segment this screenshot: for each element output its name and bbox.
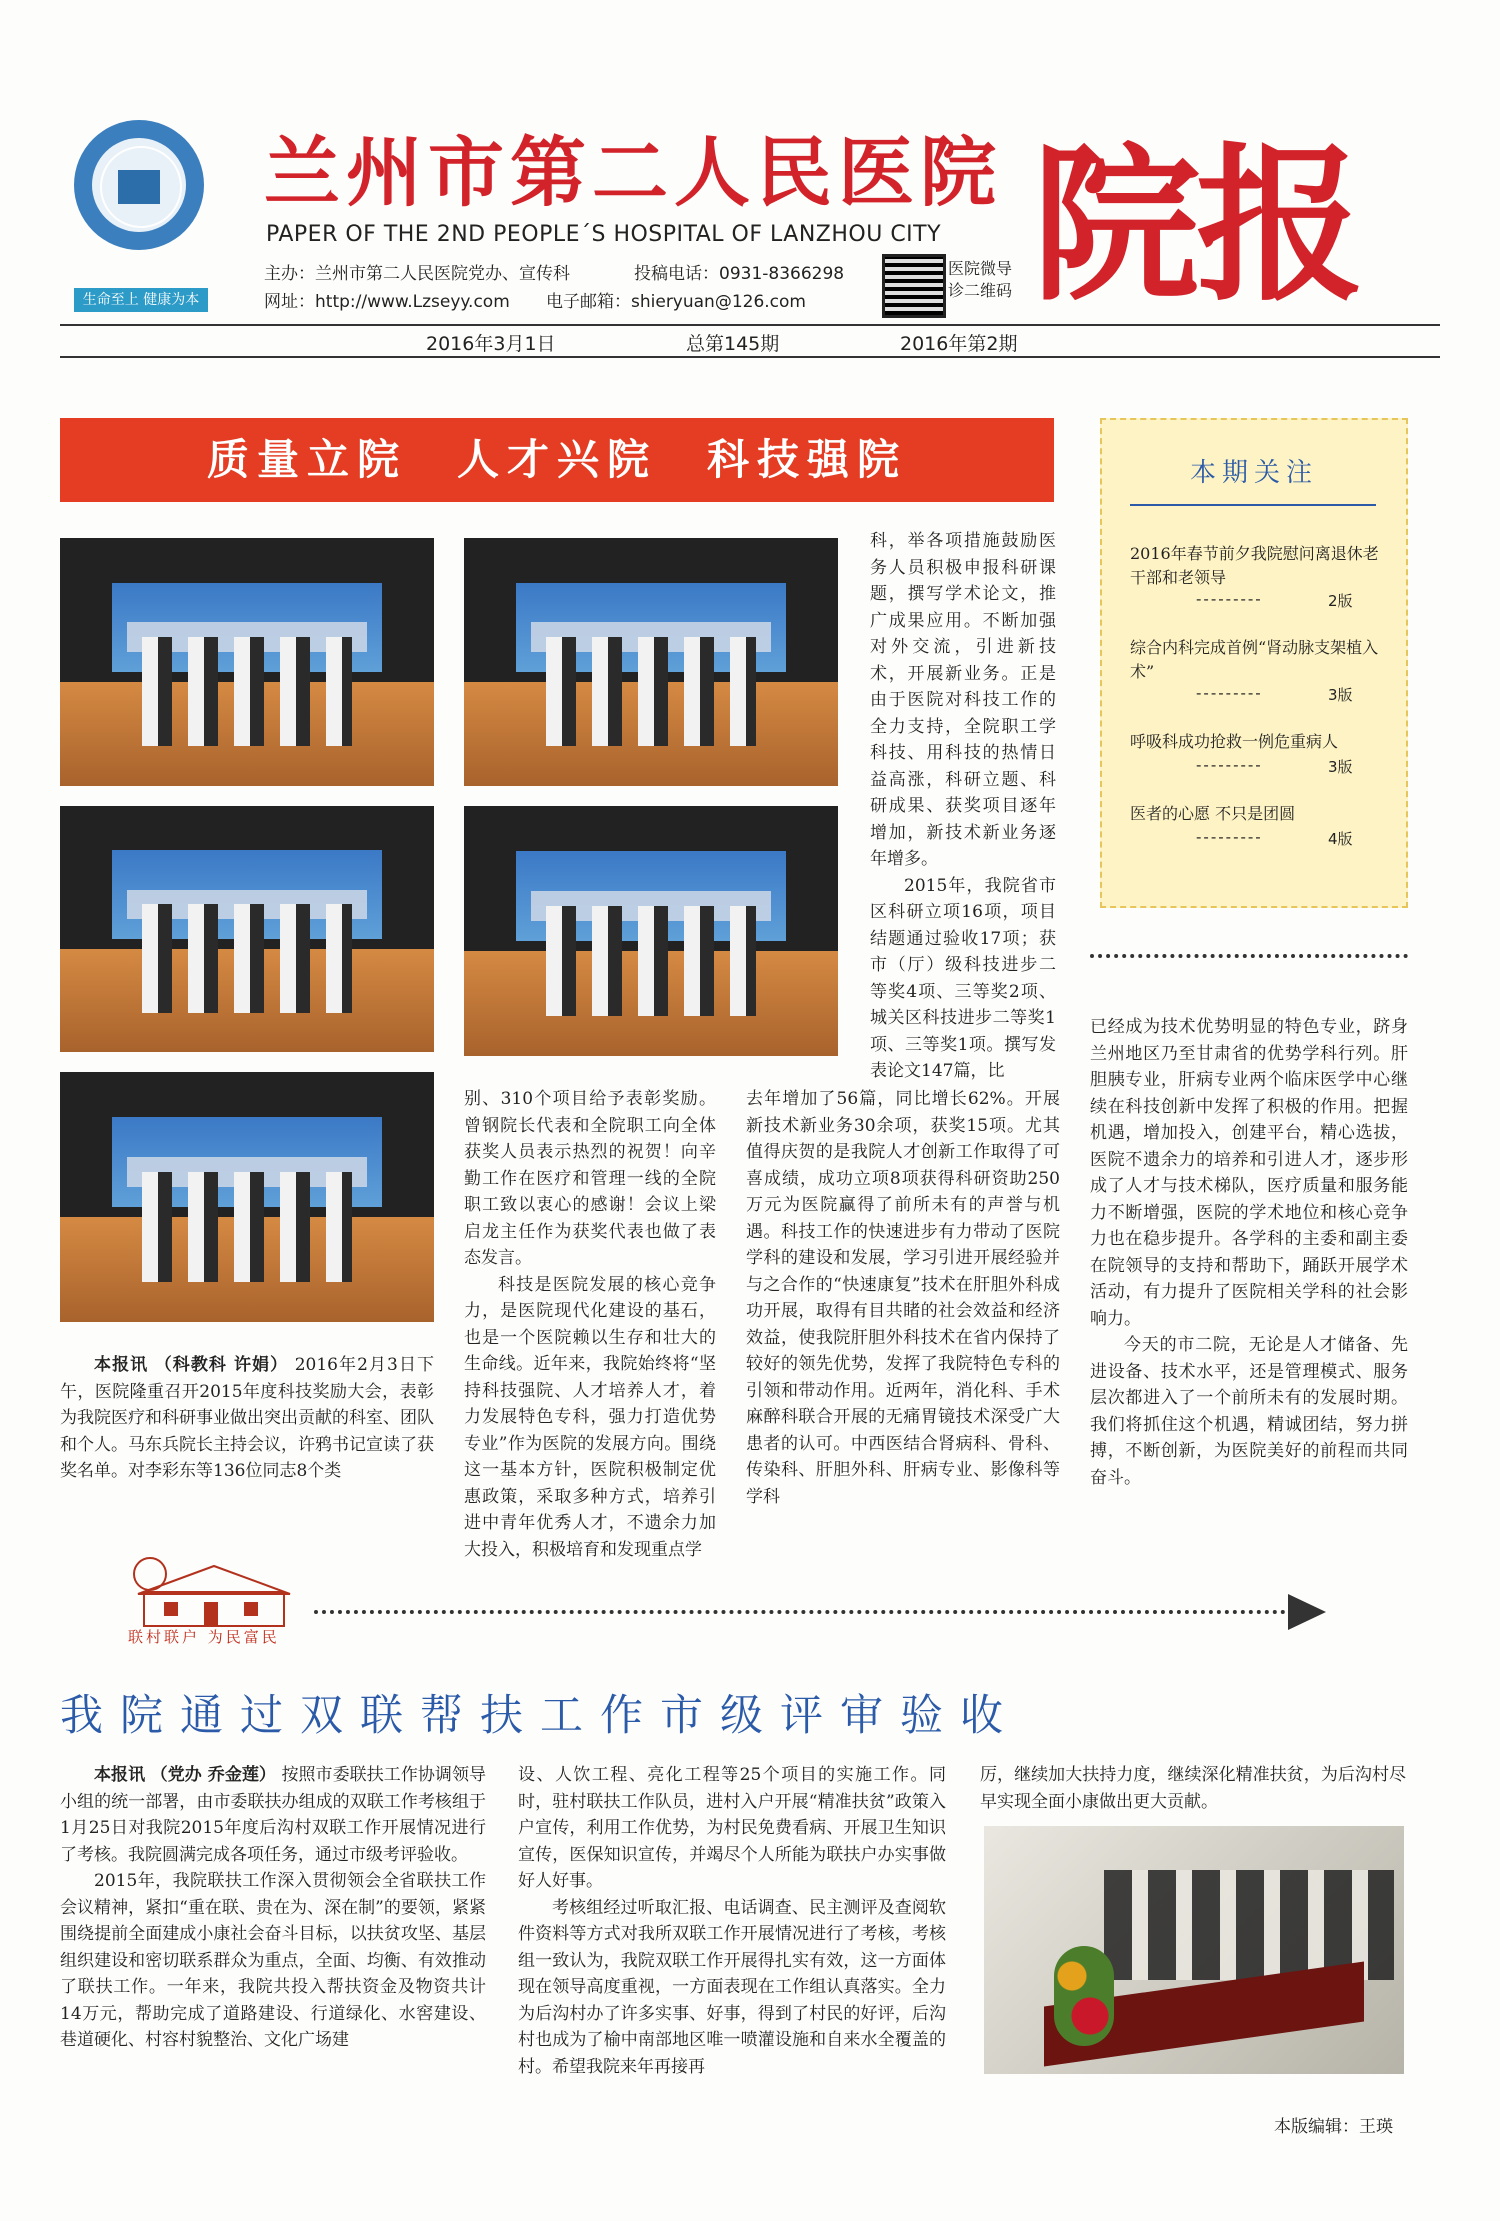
masthead-title-cn: 兰州市第二人民医院 xyxy=(264,128,1002,217)
article2-col1-p1: 按照市委联扶工作协调领导小组的统一部署，由市委联扶办组成的双联工作考核组于1月25日对我院2015年度后沟村双联工作开展情况进行了考核。我院圆满完成各项任务，通过市级考评验收。 xyxy=(60,1765,487,1865)
masthead-rule-top xyxy=(60,324,1440,326)
article1-col5-p2: 今天的市二院，无论是人才储备、先进设备、技术水平，还是管理模式、服务层次都进入了一个前所未有的发展时期。我们将抓住这个机遇，精诚团结，努力拼搏，不断创新，为医院美好的前程而共同奋斗。 xyxy=(1090,1335,1408,1488)
issue-year: 2016年第2期 xyxy=(900,333,1018,355)
highlights-title: 本期关注 xyxy=(1189,458,1318,488)
issue-date: 2016年3月1日 xyxy=(426,333,556,355)
award-photo-2 xyxy=(464,538,838,786)
issue-total: 总第145期 xyxy=(686,333,780,355)
slogan-banner: 质量立院 人才兴院 科技强院 xyxy=(60,418,1054,502)
article1-col2-p2: 科技是医院发展的核心竞争力，是医院现代化建设的基石，也是一个医院赖以生存和壮大的生命线。近年来，我院始终将“坚持科技强院、人才培养人才，着力发展特色专科，强力打造优势专业”作为医院的发展方向。围绕这一基本方针，医院积极制定优惠政策，采取多种方式，培养引进中青年优秀人才，不遗余力加大投入，积极培育和发现重点学 xyxy=(464,1274,716,1560)
village-caption: 联村联户 为民富民 xyxy=(128,1628,280,1646)
masthead-rule-bottom xyxy=(60,356,1440,358)
article1-lead-source: 本报讯 xyxy=(94,1355,149,1375)
highlight-item-4-leader: --------- xyxy=(1196,828,1263,846)
article1-col5 xyxy=(1090,1014,1408,1491)
website-line[interactable]: 网址：http://www.Lzseyy.com xyxy=(264,292,510,312)
sponsor-line: 主办：兰州市第二人民医院党办、宣传科 xyxy=(264,264,570,284)
arrow-right-icon xyxy=(1288,1594,1326,1630)
highlight-item-3[interactable]: 呼吸科成功抢救一例危重病人 xyxy=(1130,732,1339,751)
article2-col3-p1: 厉，继续加大扶持力度，继续深化精准扶贫，为后沟村尽早实现全面小康做出更大贡献。 xyxy=(980,1765,1406,1812)
highlight-item-1-leader: --------- xyxy=(1196,590,1263,608)
article1-lead-author: （科教科 许娟） xyxy=(154,1355,289,1375)
award-photo-3 xyxy=(60,806,434,1052)
highlight-item-4[interactable]: 医者的心愿 不只是团圆 xyxy=(1130,804,1296,823)
qr-code-icon[interactable] xyxy=(882,254,946,318)
qr-caption-line-1: 医院微导 xyxy=(948,259,1013,278)
section-dotted-arrow-line xyxy=(314,1610,1286,1614)
highlight-item-3-page: 3版 xyxy=(1328,758,1353,776)
article2-col1-p2: 2015年，我院联扶工作深入贯彻领会全省联扶工作会议精神，紧扣“重在联、贵在为、深在制”的要领，紧紧围绕提前全面建成小康社会奋斗目标，以扶贫攻坚、基层组织建设和密切联系群众为重点，全面、均衡、有效推动了联扶工作。一年来，我院共投入帮扶资金及物资共计14万元，帮助完成了道路建设、行道绿化、水窖建设、巷道硬化、村容村貌整治、文化广场建 xyxy=(60,1871,486,2050)
award-photo-4 xyxy=(464,806,838,1056)
highlight-item-2-page: 3版 xyxy=(1328,686,1353,704)
article1-col3-p2: 2015年，我院省市区科研立项16项，项目结题通过验收17项；获市（厅）级科技进步二等奖4项、三等奖2项、城关区科技进步二等奖1项、三等奖1项。撰写发表论文147篇，比 xyxy=(870,875,1056,1081)
article2-col2 xyxy=(518,1762,946,2080)
article1-col3-p1: 科，举各项措施鼓励医务人员积极申报科研课题，撰写学术论文，推广成果应用。不断加强对外交流，引进新技术，开展新业务。正是由于医院对科技工作的全力支持，全院职工学科技、用科技的热情日益高涨，科研立题、科研成果、获奖项目逐年增加，新技术新业务逐年增多。 xyxy=(870,531,1056,869)
article2-lead-author: （党办 乔金莲） xyxy=(150,1765,276,1785)
article1-col2 xyxy=(464,1086,716,1563)
phone-line: 投稿电话：0931-8366298 xyxy=(634,264,845,284)
page-editor: 本版编辑：王瑛 xyxy=(1274,2117,1393,2137)
email-line[interactable]: 电子邮箱：shieryuan@126.com xyxy=(546,292,806,312)
article1-col3 xyxy=(870,528,1056,1085)
highlight-item-3-leader: --------- xyxy=(1196,756,1263,774)
award-photo-1 xyxy=(60,538,434,786)
article1-col1-text: 2016年2月3日下午，医院隆重召开2015年度科技奖励大会，表彰为我院医疗和科研事业做出突出贡献的科室、团队和个人。马东兵院长主持会议，许鸦书记宣读了获奖名单。对李彩东等136位同志8个类 xyxy=(60,1355,435,1481)
highlight-item-2-leader: --------- xyxy=(1196,684,1263,702)
article2-headline: 我院通过双联帮扶工作市级评审验收 xyxy=(60,1691,1020,1741)
article2-lead-source: 本报讯 xyxy=(94,1765,146,1785)
highlights-title-rule xyxy=(1130,504,1376,506)
hospital-logo-emblem xyxy=(118,170,160,204)
highlight-item-2[interactable]: 综合内科完成首例“肾动脉支架植入术” xyxy=(1130,638,1379,681)
article2-col1 xyxy=(60,1762,486,2054)
article1-col4-p1: 去年增加了56篇，同比增长62%。开展新技术新业务30余项，获奖15项。尤其值得庆贺的是我院人才创新工作取得了可喜成绩，成功立项8项获得科研资助250万元为医院赢得了前所未有的声誉与机遇。科技工作的快速进步有力带动了医院学科的建设和发展，学习引进开展经验并与之合作的“快速康复”技术在肝胆外科成功开展，取得有目共睹的社会效益和经济效益，使我院肝胆外科技术在省内保持了较好的领先优势，发挥了我院特色专科的引领和带动作用。近两年，消化科、手术麻醉科联合开展的无痛胃镜技术深受广大患者的认可。中西医结合肾病科、骨科、传染科、肝胆外科、肝病专业、影像科等学科 xyxy=(746,1089,1060,1507)
meeting-photo xyxy=(984,1826,1404,2074)
article2-col2-p2: 考核组经过听取汇报、电话调查、民主测评及查阅软件资料等方式对我所双联工作开展情况进行了考核，考核组一致认为，我院双联工作开展得扎实有效，这一方面体现在领导高度重视，一方面表现在工作组认真落实。全力为后沟村办了许多实事、好事，得到了村民的好评，后沟村也成为了榆中南部地区唯一喷灌设施和自来水全覆盖的村。希望我院来年再接再 xyxy=(518,1897,946,2077)
highlight-item-1[interactable]: 2016年春节前夕我院慰问离退休老干部和老领导 xyxy=(1130,544,1379,587)
logo-caption: 生命至上 健康为本 xyxy=(74,288,208,312)
highlight-item-4-page: 4版 xyxy=(1328,830,1353,848)
qr-caption xyxy=(948,258,1012,302)
sidebar-dotted-divider xyxy=(1090,954,1408,958)
article1-col2-p1: 别、310个项目给予表彰奖励。曾钢院长代表和全院职工向全体获奖人员表示热烈的祝贺！向辛勤工作在医疗和管理一线的全院职工致以衷心的感谢！会议上梁启龙主任作为获奖代表也做了表态发言。 xyxy=(464,1089,716,1268)
article1-col1 xyxy=(60,1352,434,1485)
article2-col3 xyxy=(980,1762,1406,1815)
article1-col4 xyxy=(746,1086,1060,1510)
masthead-title-en: PAPER OF THE 2ND PEOPLE´S HOSPITAL OF LANZHOU CITY xyxy=(266,222,942,247)
highlight-item-1-page: 2版 xyxy=(1328,592,1353,610)
article1-col5-p1: 已经成为技术优势明显的特色专业，跻身兰州地区乃至甘肃省的优势学科行列。肝胆胰专业，肝病专业两个临床医学中心继续在科技创新中发挥了积极的作用。把握机遇，增加投入，创建平台，精心选拔，医院不遗余力的培养和引进人才，逐步形成了人才与技术梯队，医疗质量和服务能力不断增强，医院的学术地位和核心竞争力也在稳步提升。各学科的主委和副主委在院领导的支持和帮助下，踊跃开展学术活动，有力提升了医院相关学科的社会影响力。 xyxy=(1090,1017,1408,1329)
paper-name: 院报 xyxy=(1032,126,1360,324)
award-photo-5 xyxy=(60,1072,434,1322)
article2-col2-p1: 设、人饮工程、亮化工程等25个项目的实施工作。同时，驻村联扶工作队员，进村入户开展“精准扶贫”政策入户宣传，利用工作优势，为村民免费看病、开展卫生知识宣传，医保知识宣传，并竭尽个人所能为联扶户办实事做好人好事。 xyxy=(518,1765,946,1891)
village-illustration-icon xyxy=(124,1552,302,1636)
qr-caption-line-2: 诊二维码 xyxy=(948,281,1013,300)
